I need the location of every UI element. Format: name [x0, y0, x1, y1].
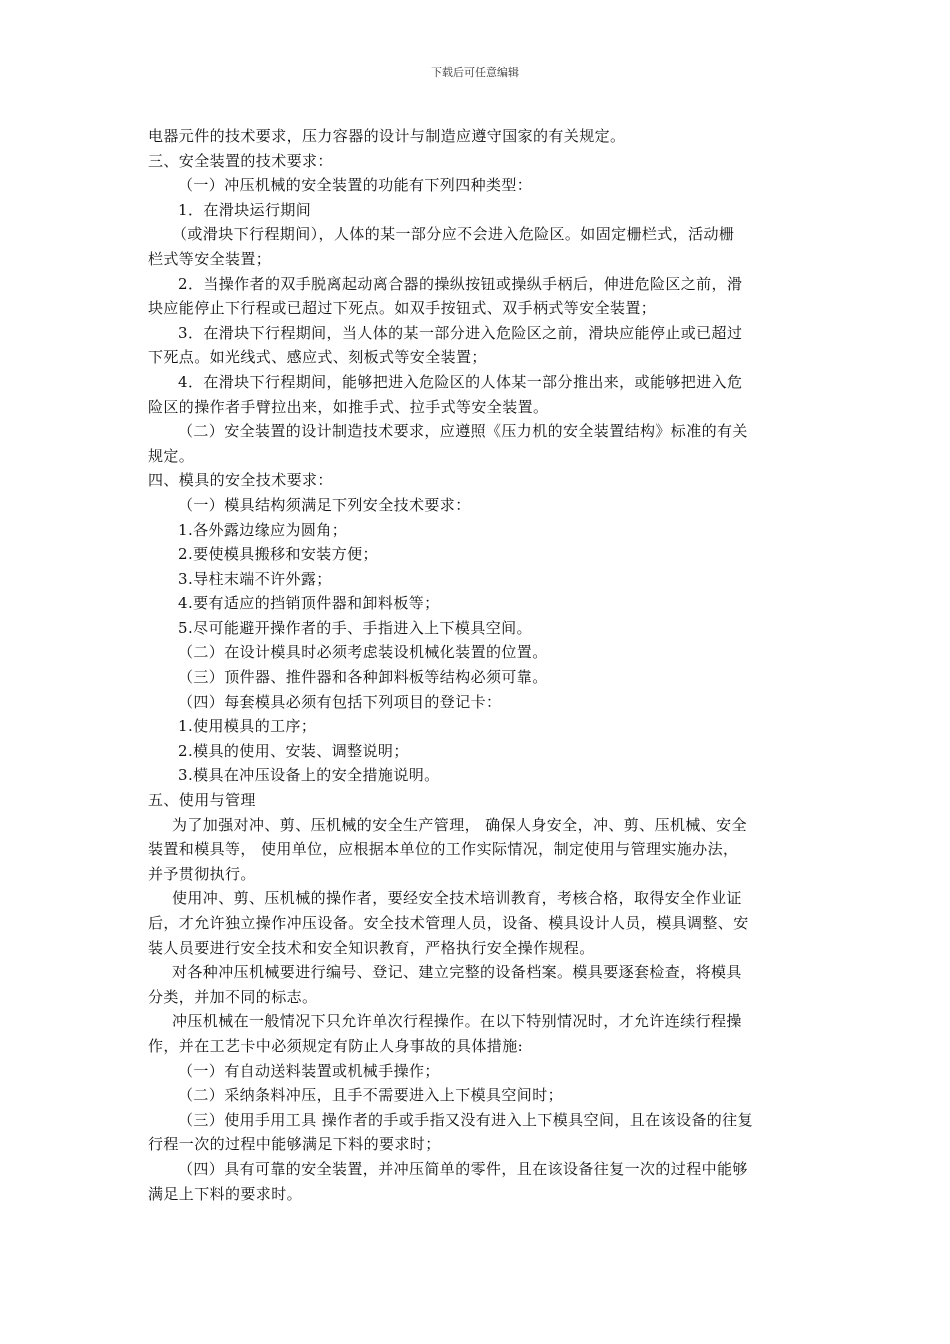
page-header: 下载后可任意编辑: [431, 66, 519, 79]
list-item: 3.模具在冲压设备上的安全措施说明。: [178, 766, 440, 785]
paragraph-line: 冲压机械在一般情况下只允许单次行程操作。在以下特别情况时，才允许连续行程操: [172, 1012, 742, 1031]
text-line: 块应能停止下行程或已超过下死点。如双手按钮式、双手柄式等安全装置；: [148, 299, 657, 318]
text-line: 规定。: [148, 446, 195, 465]
list-item: 1.各外露边缘应为圆角；: [178, 520, 348, 539]
list-item: 2.模具的使用、安装、调整说明；: [178, 741, 409, 760]
paragraph-line: 对各种冲压机械要进行编号、登记、建立完整的设备档案。模具要逐套检查，将模具: [172, 963, 742, 982]
paragraph-line: 并予贯彻执行。: [148, 864, 256, 883]
list-item: 4.要有适应的挡销顶件器和卸料板等；: [178, 594, 440, 613]
text-line: 险区的操作者手臂拉出来，如推手式、拉手式等安全装置。: [148, 397, 549, 416]
list-item: 3．在滑块下行程期间，当人体的某一部分进入危险区之前，滑块应能停止或已超过: [178, 323, 743, 342]
paragraph-line: 分类，并加不同的标志。: [148, 987, 318, 1006]
list-item: 1．在滑块运行期间: [178, 200, 312, 219]
list-item: 4．在滑块下行程期间，能够把进入危险区的人体某一部分推出来，或能够把进入危: [178, 372, 743, 391]
text-line: 行程一次的过程中能够满足下料的要求时；: [148, 1135, 441, 1154]
paragraph-line: 作，并在工艺卡中必须规定有防止人身事故的具体措施:: [148, 1036, 524, 1055]
list-item: 2.要使模具搬移和安装方便；: [178, 545, 378, 564]
subsection-heading: （二）在设计模具时必须考虑装设机械化装置的位置。: [178, 643, 548, 662]
list-item: 2．当操作者的双手脱离起动离合器的操纵按钮或操纵手柄后，伸进危险区之前，滑: [178, 274, 743, 293]
text-line: （或滑块下行程期间），人体的某一部分应不会进入危险区。如固定栅栏式，活动栅: [172, 225, 735, 244]
list-item: （一）有自动送料装置或机械手操作；: [178, 1061, 440, 1080]
section-heading: 五、使用与管理: [148, 791, 256, 810]
subsection-heading: （二）安全装置的设计制造技术要求，应遵照《压力机的安全装置结构》标准的有关: [178, 422, 748, 441]
list-item: （三）使用手用工具 操作者的手或手指又没有进入上下模具空间，且在该设备的往复: [178, 1110, 753, 1129]
list-item: 5.尽可能避开操作者的手、手指进入上下模具空间。: [178, 618, 532, 637]
list-item: 1.使用模具的工序；: [178, 717, 317, 736]
subsection-heading: （三）顶件器、推件器和各种卸料板等结构必须可靠。: [178, 668, 548, 687]
document-body: [148, 124, 800, 1206]
subsection-heading: （一）模具结构须满足下列安全技术要求：: [178, 495, 471, 514]
text-line: 栏式等安全装置；: [148, 249, 272, 268]
list-item: （二）采纳条料冲压，且手不需要进入上下模具空间时；: [178, 1086, 564, 1105]
subsection-heading: （一）冲压机械的安全装置的功能有下列四种类型：: [178, 176, 533, 195]
section-heading: 四、模具的安全技术要求：: [148, 471, 333, 490]
paragraph-line: 装人员要进行安全技术和安全知识教育，严格执行安全操作规程。: [148, 938, 595, 957]
paragraph-line: 后，才允许独立操作冲压设备。安全技术管理人员，设备、模具设计人员，模具调整、安: [148, 914, 749, 932]
section-heading: 三、安全装置的技术要求：: [148, 151, 333, 170]
list-item: 3.导柱末端不许外露；: [178, 569, 332, 588]
text-line: 下死点。如光线式、感应式、刻板式等安全装置；: [148, 348, 487, 367]
paragraph-line: 装置和模具等， 使用单位，应根据本单位的工作实际情况，制定使用与管理实施办法，: [148, 840, 739, 859]
text-line: 满足上下料的要求时。: [148, 1184, 303, 1203]
paragraph-line: 使用冲、剪、压机械的操作者，要经安全技术培训教育，考核合格，取得安全作业证: [172, 889, 742, 908]
paragraph-line: 为了加强对冲、剪、压机械的安全生产管理， 确保人身安全，冲、剪、压机械、安全: [172, 815, 747, 834]
list-item: （四）具有可靠的安全装置，并冲压简单的零件，且在该设备往复一次的过程中能够: [178, 1159, 748, 1178]
subsection-heading: （四）每套模具必须有包括下列项目的登记卡：: [178, 692, 502, 711]
text-line: 电器元件的技术要求，压力容器的设计与制造应遵守国家的有关规定。: [148, 127, 626, 145]
